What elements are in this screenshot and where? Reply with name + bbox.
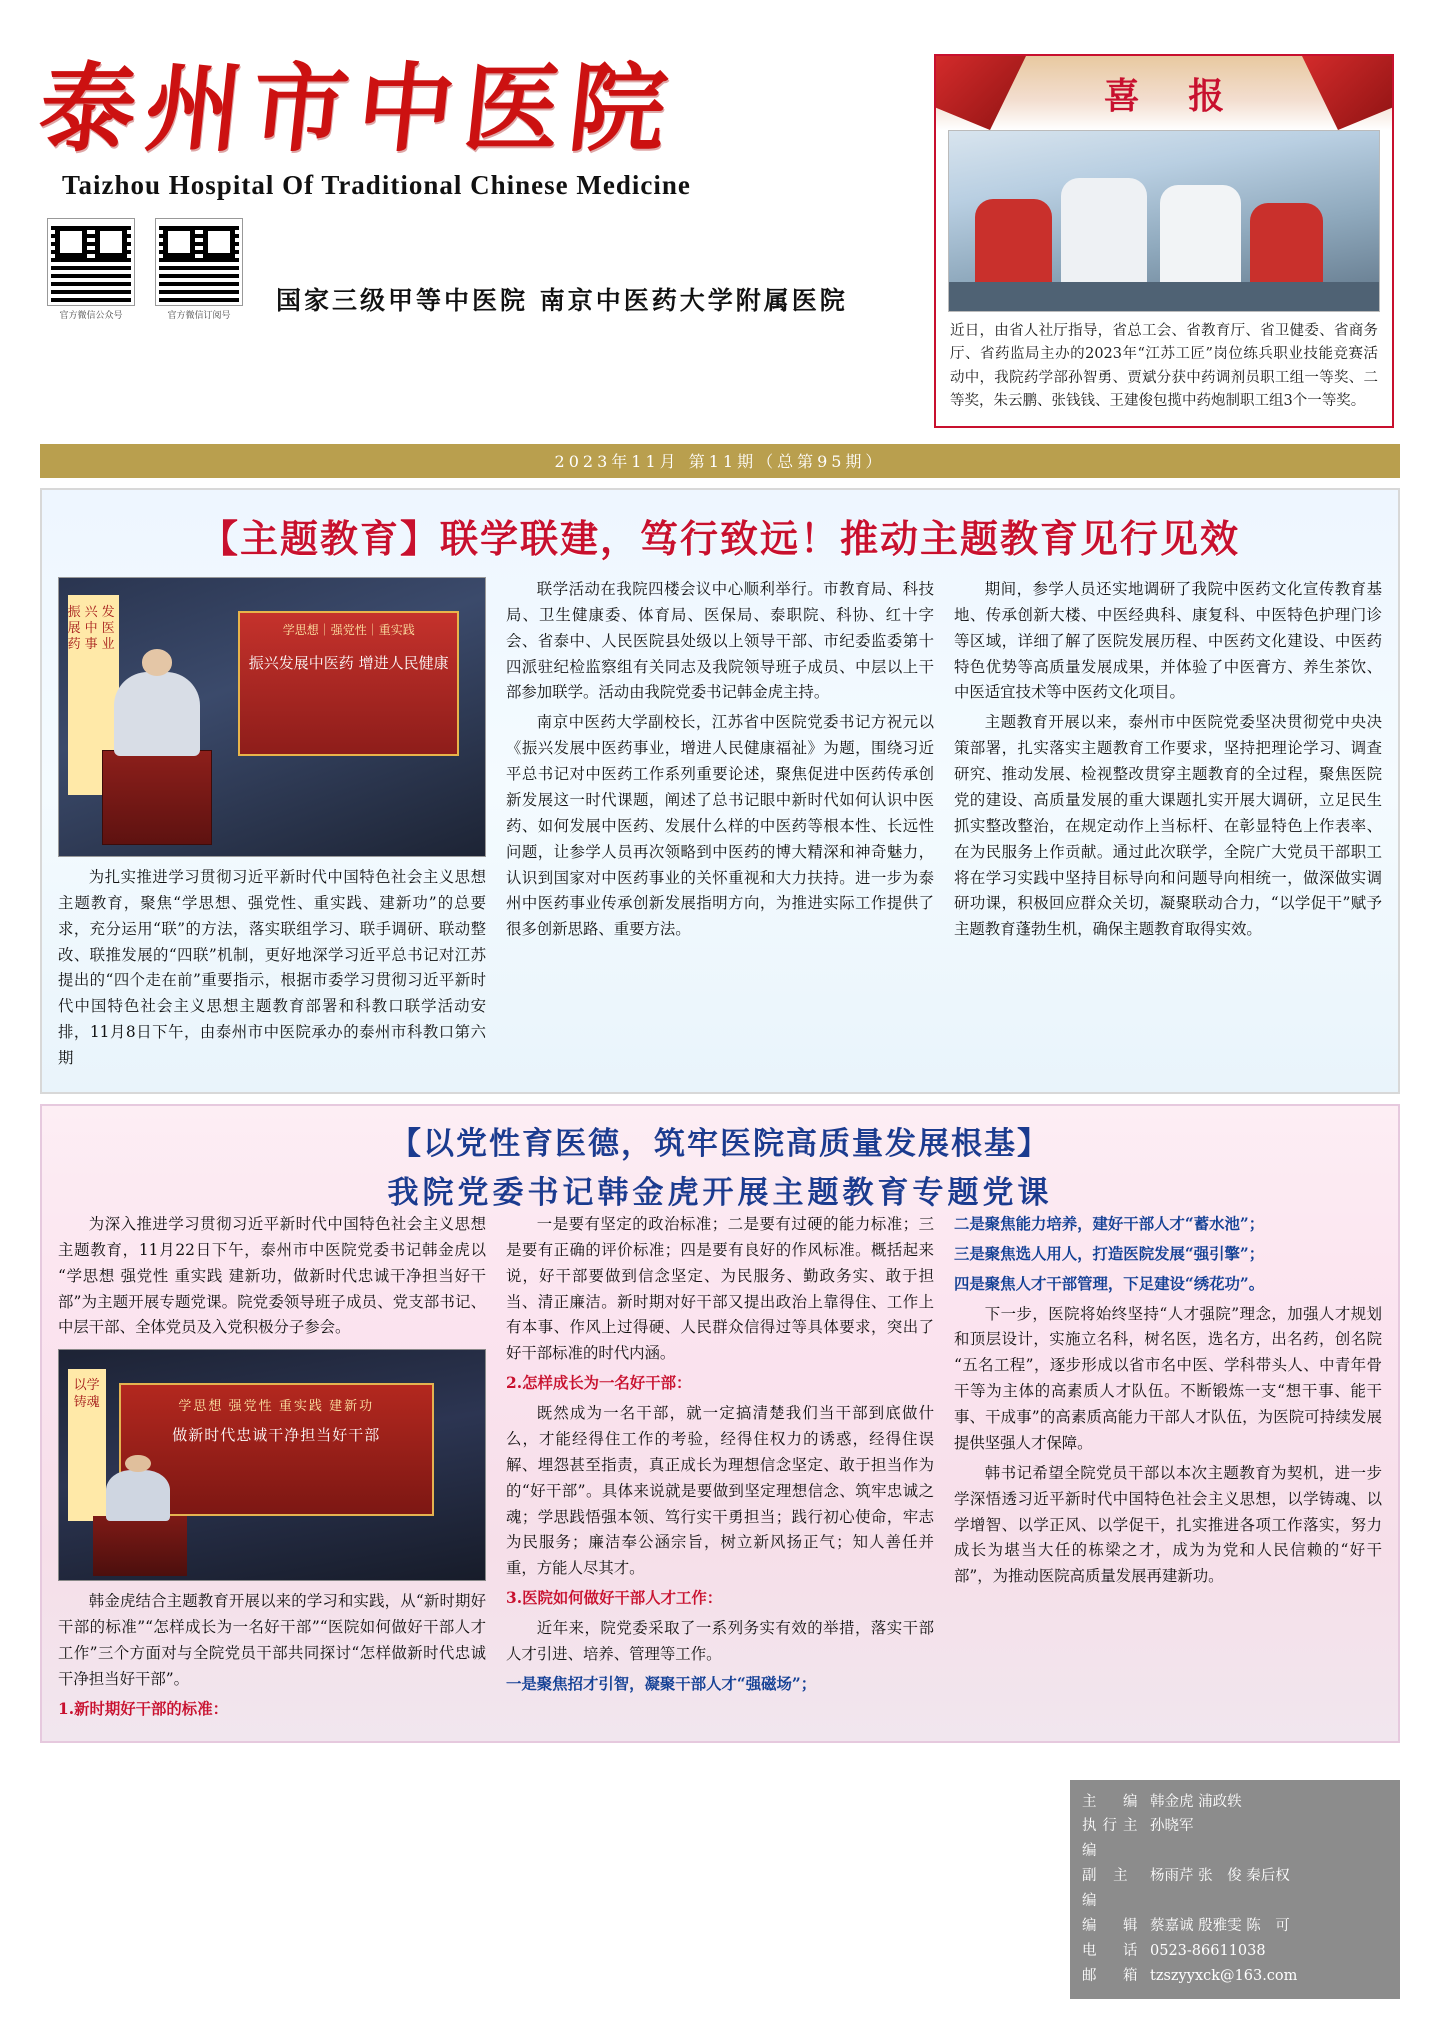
section2-paragraph: 韩金虎结合主题教育开展以来的学习和实践，从“新时期好干部的标准”“怎样成长为一名好干部”“医院如何做好干部人才工作”三个方面对与全院党员干部共同探讨“怎样做新时代忠诚干净担当好干部”。	[58, 1592, 486, 1688]
colophon-key: 副 主 编	[1082, 1868, 1134, 1910]
credential-line: 国家三级甲等中医院 南京中医药大学附属医院	[276, 286, 848, 316]
screen-top-text: 学思想｜强党性｜重实践	[282, 623, 415, 638]
masthead-credentials	[276, 281, 848, 321]
section2-headline-group	[58, 1118, 1382, 1212]
screen-main-text: 做新时代忠诚干净担当好干部	[172, 1427, 381, 1444]
section2-paragraph: 近年来，院党委采取了一系列务实有效的举措，落实干部人才引进、培养、管理等工作。	[506, 1619, 934, 1663]
colophon-row	[1082, 1914, 1388, 1939]
qr-code-icon[interactable]	[48, 219, 134, 305]
table-surface	[949, 282, 1379, 311]
section2-highlight: 二是聚焦能力培养，建好干部人才“蓄水池”；	[954, 1214, 1265, 1233]
photo-side-banner: 振兴发展中医药事业	[68, 595, 119, 795]
good-news-photo	[948, 130, 1380, 312]
newspaper-logo-english: Taizhou Hospital Of Traditional Chinese Medicine	[62, 170, 691, 201]
section1-paragraph: 期间，参学人员还实地调研了我院中医药文化宣传教育基地、传承创新大楼、中医经典科、康复科、中医特色护理门诊等区域，详细了解了医院发展历程、中医药文化建设、中医药特色优势等高质量发展成果，并体验了中医膏方、养生茶饮、中医适宜技术等中医药文化项目。	[954, 579, 1382, 702]
screen-main-text: 振兴发展中医药 增进人民健康	[248, 654, 449, 673]
photo-side-banner: 以学铸魂	[68, 1369, 106, 1521]
section1-headline: 【主题教育】联学联建，笃行致远！推动主题教育见行见效	[199, 515, 1240, 561]
section2-highlight: 一是聚焦招才引智，凝聚干部人才“强磁场”；	[506, 1674, 817, 1693]
section1-paragraph: 为扎实推进学习贯彻习近平新时代中国特色社会主义思想主题教育，聚焦“学思想、强党性、重实践、建新功”的总要求，充分运用“联”的方法，落实联组学习、联手调研、联动整改、联推发展的“四联”机制，更好地深学习近平总书记对江苏提出的“四个走在前”重要指示，根据市委学习贯彻习近平新时代中国特色社会主义思想主题教育部署和科教口联学活动安排，11月8日下午，由泰州市中医院承办的泰州市科教口第六期	[58, 867, 486, 1068]
section2-highlight: 三是聚焦选人用人，打造医院发展“强引擎”；	[954, 1244, 1265, 1263]
photo-speaker	[106, 1470, 170, 1521]
good-news-text: 近日，由省人社厅指导，省总工会、省教育厅、省卫健委、省商务厅、省药监局主办的2023年“江苏工匠”岗位练兵职业技能竞赛活动中，我院药学部孙智勇、贾斌分获中药调剂员职工组一等奖、二等奖，朱云鹏、张钱钱、王建俊包揽中药炮制职工组3个一等奖。	[950, 323, 1378, 410]
qr-item-subscription-account[interactable]	[156, 219, 242, 321]
colophon-row	[1082, 1790, 1388, 1815]
section2-headline-line1: 【以党性育医德，筑牢医院高质量发展根基】	[390, 1125, 1050, 1162]
photo-podium	[93, 1516, 187, 1576]
section2-paragraph: 下一步，医院将始终坚持“人才强院”理念，加强人才规划和顶层设计，实施立名科，树名医，选名方，出名药，创名院“五名工程”，逐步形成以省市名中医、学科带头人、中青年骨干等为主体的高素质人才队伍。不断锻炼一支“想干事、能干事、干成事”的高素质高能力干部人才队伍，为医院可持续发展提供坚强人才保障。	[954, 1304, 1382, 1452]
section1-column-1	[58, 577, 486, 1076]
masthead	[34, 0, 1400, 428]
colophon-key: 邮 箱	[1082, 1968, 1144, 1985]
section2-photo	[58, 1349, 486, 1581]
photo-figures	[949, 131, 1379, 311]
qr-caption: 官方微信公众号	[59, 310, 123, 321]
section1-column-3	[954, 577, 1382, 1076]
section2-column-1	[58, 1212, 486, 1727]
screen-top-text: 学思想 强党性 重实践 建新功	[178, 1397, 375, 1413]
colophon-row	[1082, 1964, 1388, 1989]
colophon-key: 主 编	[1082, 1793, 1144, 1810]
section2-subheading-3: 3.医院如何做好干部人才工作：	[506, 1589, 723, 1608]
section2-paragraph: 为深入推进学习贯彻习近平新时代中国特色社会主义思想主题教育，11月22日下午，泰州市中医院党委书记韩金虎以“学思想 强党性 重实践 建新功，做新时代忠诚干净担当好干部”为主题开展专题党课。院党委领导班子成员、党支部书记、中层干部、全体党员及入党积极分子参会。	[58, 1214, 486, 1337]
section1-paragraph: 主题教育开展以来，泰州市中医院党委坚决贯彻党中央决策部署，扎实落实主题教育工作要求，坚持把理论学习、调查研究、推动发展、检视整改贯穿主题教育的全过程，聚焦医院党的建设、高质量发展的重大课题扎实开展大调研，立足民生抓实整改整治，在规定动作上当标杆、在彰显特色上作表率、在为民服务上作贡献。通过此次联学，全院广大党员干部职工将在学习实践中坚持目标导向和问题导向相统一，做深做实调研功课，积极回应群众关切，凝聚联动合力，“以学促干”赋予主题教育蓬勃生机，确保主题教育取得实效。	[954, 713, 1382, 939]
section2-highlight: 四是聚焦人才干部管理，下足建设“绣花功”。	[954, 1274, 1265, 1293]
section2-headline-line2: 我院党委书记韩金虎开展主题教育专题党课	[387, 1174, 1053, 1211]
colophon-key: 执行主编	[1082, 1818, 1144, 1860]
qr-caption: 官方微信订阅号	[167, 310, 231, 321]
section2-paragraph: 韩书记希望全院党员干部以本次主题教育为契机，进一步学深悟透习近平新时代中国特色社会主义思想，以学铸魂、以学增智、以学正风、以学促干，扎实推进各项工作落实，努力成长为堪当大任的栋梁之才，成为为党和人民信赖的“好干部”，为推动医院高质量发展再建新功。	[954, 1463, 1382, 1586]
colophon-row	[1082, 1939, 1388, 1964]
colophon-row	[1082, 1814, 1388, 1864]
section1-paragraph: 联学活动在我院四楼会议中心顺利举行。市教育局、科技局、卫生健康委、体育局、医保局、泰职院、科协、红十字会、省泰中、人民医院县处级以上领导干部、市纪委监委第十四派驻纪检监察组有关同志及我院领导班子成员、中层以上干部参加联学。活动由我院党委书记韩金虎主持。	[506, 579, 934, 702]
colophon-key: 电 话	[1082, 1943, 1144, 1960]
section2-column-2	[506, 1212, 934, 1727]
good-news-box	[934, 54, 1394, 428]
section2-columns	[58, 1212, 1382, 1727]
section2-subheading-1: 1.新时期好干部的标准：	[58, 1699, 228, 1718]
photo-stage-screen	[238, 611, 460, 756]
qr-code-icon[interactable]	[156, 219, 242, 305]
colophon-row	[1082, 1864, 1388, 1914]
colophon-value: 孙晓军	[1150, 1818, 1194, 1835]
section-party-lecture	[40, 1104, 1400, 1743]
colophon-value: 韩金虎 浦政轶	[1150, 1793, 1242, 1810]
section2-paragraph: 一是要有坚定的政治标准；二是要有过硬的能力标准；三是要有正确的评价标准；四是要有良好的作风标准。概括起来说，好干部要做到信念坚定、为民服务、勤政务实、敢于担当、清正廉洁。新时期对好干部又提出政治上靠得住、工作上有本事、作风上过得硬、人民群众信得过等具体要求，突出了好干部标准的时代内涵。	[506, 1214, 934, 1363]
qr-item-official-account[interactable]	[48, 219, 134, 321]
qr-group	[48, 219, 242, 321]
colophon-value: 杨雨芹 张 俊 秦后权	[1150, 1868, 1290, 1885]
section-theme-education	[40, 488, 1400, 1094]
colophon	[1070, 1780, 1400, 2000]
masthead-left	[34, 52, 920, 428]
good-news-header	[936, 56, 1392, 130]
colophon-value: 蔡嘉诚 殷雅雯 陈 可	[1150, 1918, 1290, 1935]
section1-columns	[58, 577, 1382, 1076]
section2-subheading-2: 2.怎样成长为一名好干部：	[506, 1374, 692, 1393]
section1-paragraph: 南京中医药大学副校长，江苏省中医院党委书记方祝元以《振兴发展中医药事业，增进人民健康福祉》为题，围绕习近平总书记对中医药工作系列重要论述，聚焦促进中医药传承创新发展这一时代课题，阐述了总书记眼中新时代如何认识中医药、如何发展中医药、发展什么样的中医药等根本性、长远性问题，让参学人员再次领略到中医药的博大精深和神奇魅力，认识到国家对中医药事业的关怀重视和大力扶持。进一步为泰州中医药事业传承创新发展指明方向，为推进实际工作提供了很多创新思路、重要方法。	[506, 713, 934, 939]
colophon-value: tzszyyxck@163.com	[1150, 1968, 1298, 1985]
masthead-subrow	[40, 219, 920, 321]
issue-bar: 2023年11月 第11期（总第95期）	[40, 444, 1400, 478]
colophon-key: 编 辑	[1082, 1918, 1144, 1935]
section1-photo	[58, 577, 486, 857]
good-news-title: 喜 报	[1103, 75, 1243, 117]
photo-podium	[102, 750, 213, 845]
section2-paragraph: 既然成为一名干部，就一定搞清楚我们当干部到底做什么，才能经得住工作的考验，经得住权力的诱惑，经得住误解、埋怨甚至指责，真正成长为理想信念坚定、敢于担当作为的“好干部”。具体来说就是要做到坚定理想信念、筑牢忠诚之魂；学思践悟强本领、笃行实干勇担当；践行初心使命，牢志为民服务；廉洁奉公涵宗旨，树立新风扬正气；知人善任并重，方能人尽其才。	[506, 1404, 934, 1578]
newspaper-logo-chinese: 泰州市中医院	[34, 52, 683, 165]
section1-column-2	[506, 577, 934, 1076]
photo-speaker	[114, 672, 199, 755]
section2-column-3	[954, 1212, 1382, 1727]
colophon-value: 0523-86611038	[1150, 1943, 1266, 1960]
